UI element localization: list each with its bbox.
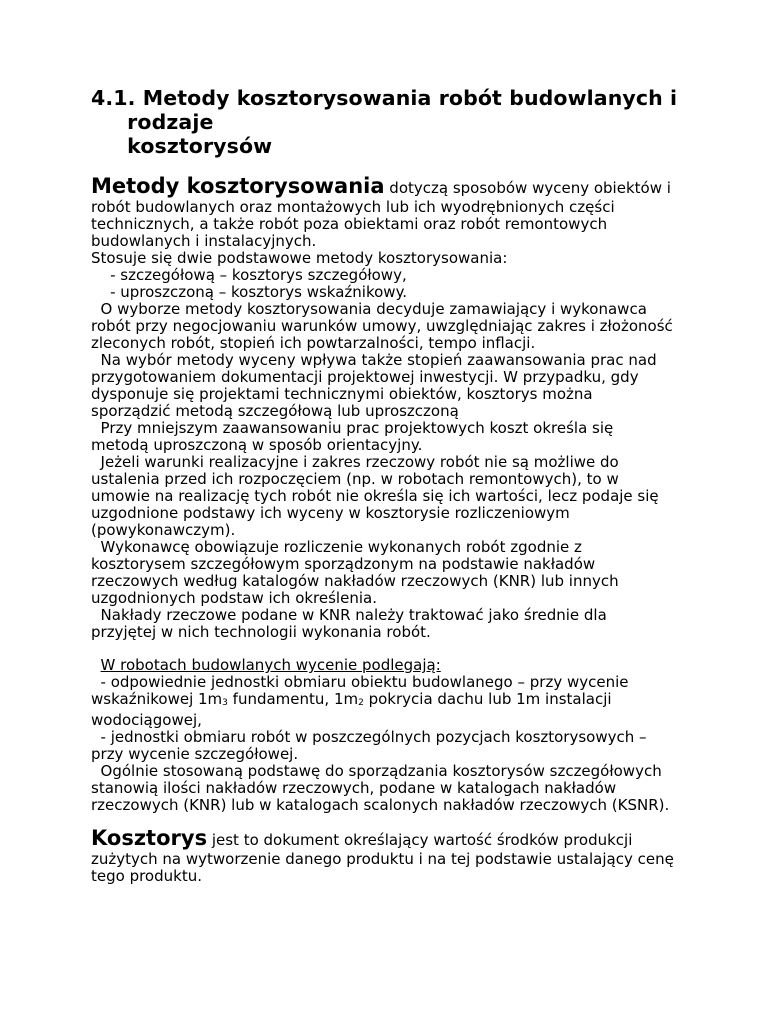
methods-line-0: dotyczą sposobów wyceny obiektów i xyxy=(384,179,671,197)
valuation-line-1: - odpowiednie jednostki obmiaru obiektu budowlanego – przy wycenie xyxy=(91,673,629,691)
valuation-line-5: rzeczowych (KNR) lub w katalogach scalonych nakładów rzeczowych (KSNR). xyxy=(91,796,670,814)
valuation-heading-line xyxy=(91,657,711,674)
methods-line-5: - szczegółową – kosztorys szczegółowy, xyxy=(91,266,407,284)
methods-line-19: uzgodnione podstawy ich wyceny w kosztorysie rozliczeniowym xyxy=(91,504,570,522)
methods-line-2: technicznych, a także robót poza obiektami oraz robót remontowych xyxy=(91,215,608,233)
methods-line-14: Przy mniejszym zaawansowaniu prac projektowych koszt określa się xyxy=(91,419,614,437)
title-line-1: 4.1. Metody kosztorysowania robót budowlanych i xyxy=(91,86,678,110)
methods-line-7: O wyborze metody kosztorysowania decyduje zamawiający i wykonawca xyxy=(91,300,647,318)
valuation-line-2: przy wycenie szczegółowej. xyxy=(91,745,299,763)
estimate-line-1: zużytych na wytworzenie danego produktu i na tej podstawie ustalający cenę xyxy=(91,850,674,868)
methods-line-21: Wykonawcę obowiązuje rozliczenie wykonanych robót zgodnie z xyxy=(91,538,582,556)
valuation-paragraphs xyxy=(91,712,711,814)
methods-lead-line xyxy=(91,175,711,199)
methods-line-9: zleconych robót, stopień ich powtarzalności, tempo inflacji. xyxy=(91,334,536,352)
estimate-lead-line xyxy=(91,827,711,851)
methods-line-10: Na wybór metody wyceny wpływa także stopień zaawansowania prac nad xyxy=(91,351,657,369)
square-superscript: 2 xyxy=(358,698,364,708)
methods-line-4: Stosuje się dwie podstawowe metody kosztorysowania: xyxy=(91,249,508,267)
methods-line-23: rzeczowych według katalogów nakładów rzeczowych (KNR) lub innych xyxy=(91,572,619,590)
section-title xyxy=(91,86,711,158)
section-estimate xyxy=(91,827,711,885)
methods-line-22: kosztorysem szczegółowym sporządzonym na podstawie nakładów xyxy=(91,555,596,573)
valuation-line-2: wskaźnikowej $1m_3$ fundamentu, $1m_2$ pokrycia dachu lub 1m instalacji xyxy=(91,690,612,708)
methods-lead: Metody kosztorysowania xyxy=(91,174,385,198)
methods-line-6: - uproszczoną – kosztorys wskaźnikowy. xyxy=(91,283,408,301)
valuation-line-3: Ogólnie stosowaną podstawę do sporządzania kosztorysów szczegółowych xyxy=(91,762,662,780)
section-methods xyxy=(91,175,711,641)
methods-line-3: budowlanych i instalacyjnych. xyxy=(91,232,317,250)
estimate-paragraphs xyxy=(91,851,711,885)
valuation-line-0: wodociągowej, xyxy=(91,711,202,729)
cube-superscript: 3 xyxy=(222,698,228,708)
title-line-3: kosztorysów xyxy=(91,134,273,158)
methods-line-24: uzgodnionych podstaw ich określenia. xyxy=(91,589,377,607)
methods-line-16: Jeżeli warunki realizacyjne i zakres rzeczowy robót nie są możliwe do xyxy=(91,453,619,471)
estimate-lead: Kosztorys xyxy=(91,826,208,850)
methods-line-12: dysponuje się projektami technicznymi obiektów, kosztorys można xyxy=(91,385,593,403)
methods-line-26: przyjętej w nich technologii wykonania robót. xyxy=(91,623,431,641)
methods-line-15: metodą uproszczoną w sposób orientacyjny. xyxy=(91,436,423,454)
estimate-line-0: jest to dokument określający wartość środków produkcji xyxy=(207,831,633,849)
estimate-line-2: tego produktu. xyxy=(91,867,202,885)
title-line-2: rodzaje xyxy=(91,110,214,134)
valuation-line-1: - jednostki obmiaru robót w poszczególnych pozycjach kosztorysowych – xyxy=(91,728,647,746)
valuation-heading: W robotach budowlanych wycenie podlegają: xyxy=(100,656,441,674)
methods-line-17: ustalenia przed ich rozpoczęciem (np. w robotach remontowych), to w xyxy=(91,470,619,488)
methods-line-20: (powykonawczym). xyxy=(91,521,236,539)
valuation-line-4: stanowią ilości nakładów rzeczowych, podane w katalogach nakładów xyxy=(91,779,617,797)
methods-line-1: robót budowlanych oraz montażowych lub ich wyodrębnionych części xyxy=(91,198,615,216)
section-valuation xyxy=(91,657,711,814)
methods-paragraphs xyxy=(91,199,711,641)
methods-line-11: przygotowaniem dokumentacji projektowej inwestycji. W przypadku, gdy xyxy=(91,368,639,386)
methods-line-8: robót przy negocjowaniu warunków umowy, uwzględniając zakres i złożoność xyxy=(91,317,673,335)
methods-line-18: umowie na realizację tych robót nie określa się ich wartości, lecz podaje się xyxy=(91,487,659,505)
methods-line-25: Nakłady rzeczowe podane w KNR należy traktować jako średnie dla xyxy=(91,606,607,624)
methods-line-13: sporządzić metodą szczegółową lub uproszczoną xyxy=(91,402,459,420)
